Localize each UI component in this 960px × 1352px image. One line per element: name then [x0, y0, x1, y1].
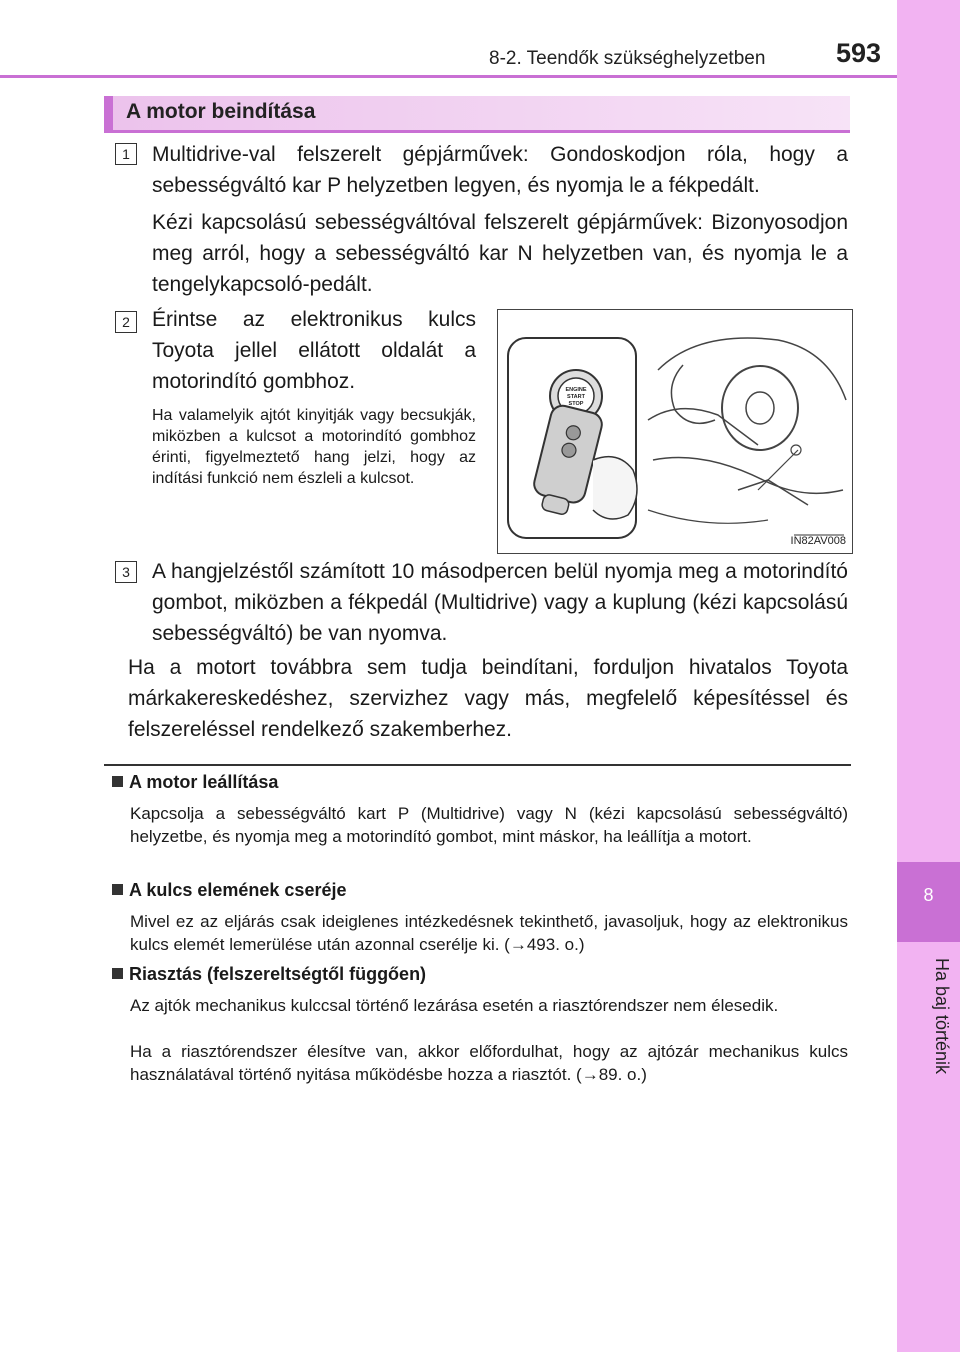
figure-code: IN82AV008 [790, 535, 846, 547]
heading-text: A motor beindítása [126, 100, 316, 123]
bullet-square-icon [112, 776, 123, 787]
illustration-svg [498, 310, 852, 553]
section-divider [104, 764, 851, 766]
step-2-note: Ha valamelyik ajtót kinyitják vagy becsukják, miközben a kulcsot a motorindító gombhoz érinti, figyelmeztető hang jelzi, hogy az indítási funkció nem észleli a kulcsot. [152, 407, 476, 487]
step-number-3: 3 [115, 561, 137, 583]
side-tab [897, 0, 960, 1352]
chapter-label: Ha baj történik [932, 958, 952, 1075]
note-title-text: A motor leállítása [129, 772, 279, 792]
page-number: 593 [836, 38, 882, 68]
section-heading [104, 96, 850, 133]
button-text-start: START [567, 394, 585, 400]
section-title: 8-2. Teendők szükséghelyzetben [489, 48, 766, 69]
note-text-alarm-b: Ha a riasztórendszer élesítve van, akkor előfordulhat, hogy az ajtózár mechanikus kulcs használatával történő nyitása működésbe hozza a riasztót. (→89. o.) [130, 1042, 848, 1084]
note-title-alarm [112, 964, 426, 985]
step-1-text-a: Multidrive-val felszerelt gépjárművek: Gondoskodjon róla, hogy a sebességváltó kar P helyzetben legyen, és nyomja le a fékpedált. [152, 143, 848, 197]
heading-accent [104, 96, 113, 130]
bullet-square-icon [112, 884, 123, 895]
step-1-text-b: Kézi kapcsolású sebességváltóval felszerelt gépjárművek: Bizonyosodjon meg arról, hogy a sebességváltó kar N helyzetben van, és nyomja le a tengelykapcsoló-pedált. [152, 211, 848, 296]
note-title-text: A kulcs elemének cseréje [129, 880, 347, 900]
bullet-square-icon [112, 968, 123, 979]
note-title-battery [112, 880, 346, 901]
note-text-battery: Mivel ez az eljárás csak ideiglenes intézkedésnek tekinthető, javasoljuk, hogy az elektronikus kulcs elemét lemerülése után azonnal cserélje ki. (→493. o.) [130, 912, 848, 954]
step-number-1: 1 [115, 143, 137, 165]
note-text-stop-engine: Kapcsolja a sebességváltó kart P (Multidrive) vagy N (kézi kapcsolású sebességváltó) helyzetbe, és nyomja meg a motorindító gombot, mint máskor, ha leállítja a motort. [130, 804, 848, 846]
step-number-2: 2 [115, 311, 137, 333]
step-3-text: A hangjelzéstől számított 10 másodpercen belül nyomja meg a motorindító gombot, miközben a fékpedál (Multidrive) vagy a kuplung (kézi kapcsolású sebességváltó) be van nyomva. [152, 560, 848, 645]
button-text-stop: STOP [568, 401, 584, 407]
note-title-text: Riasztás (felszereltségtől függően) [129, 964, 427, 984]
header-rule [0, 75, 897, 78]
fallback-instructions: Ha a motort továbbra sem tudja beindítani, forduljon hivatalos Toyota márkakereskedéshez, szervizhez vagy más, megfelelő képesítéssel és felszereléssel rendelkező szakemberhez. [128, 656, 848, 741]
button-text-engine: ENGINE [565, 387, 587, 393]
chapter-number-tab[interactable]: 8 [897, 862, 960, 942]
note-title-stop-engine [112, 772, 278, 793]
step-2-text: Érintse az elektronikus kulcs Toyota jellel ellátott oldalát a motorindító gombhoz. [152, 308, 476, 393]
key-start-illustration [497, 309, 853, 554]
note-text-alarm-a: Az ajtók mechanikus kulccsal történő lezárása esetén a riasztórendszer nem élesedik. [130, 996, 779, 1015]
